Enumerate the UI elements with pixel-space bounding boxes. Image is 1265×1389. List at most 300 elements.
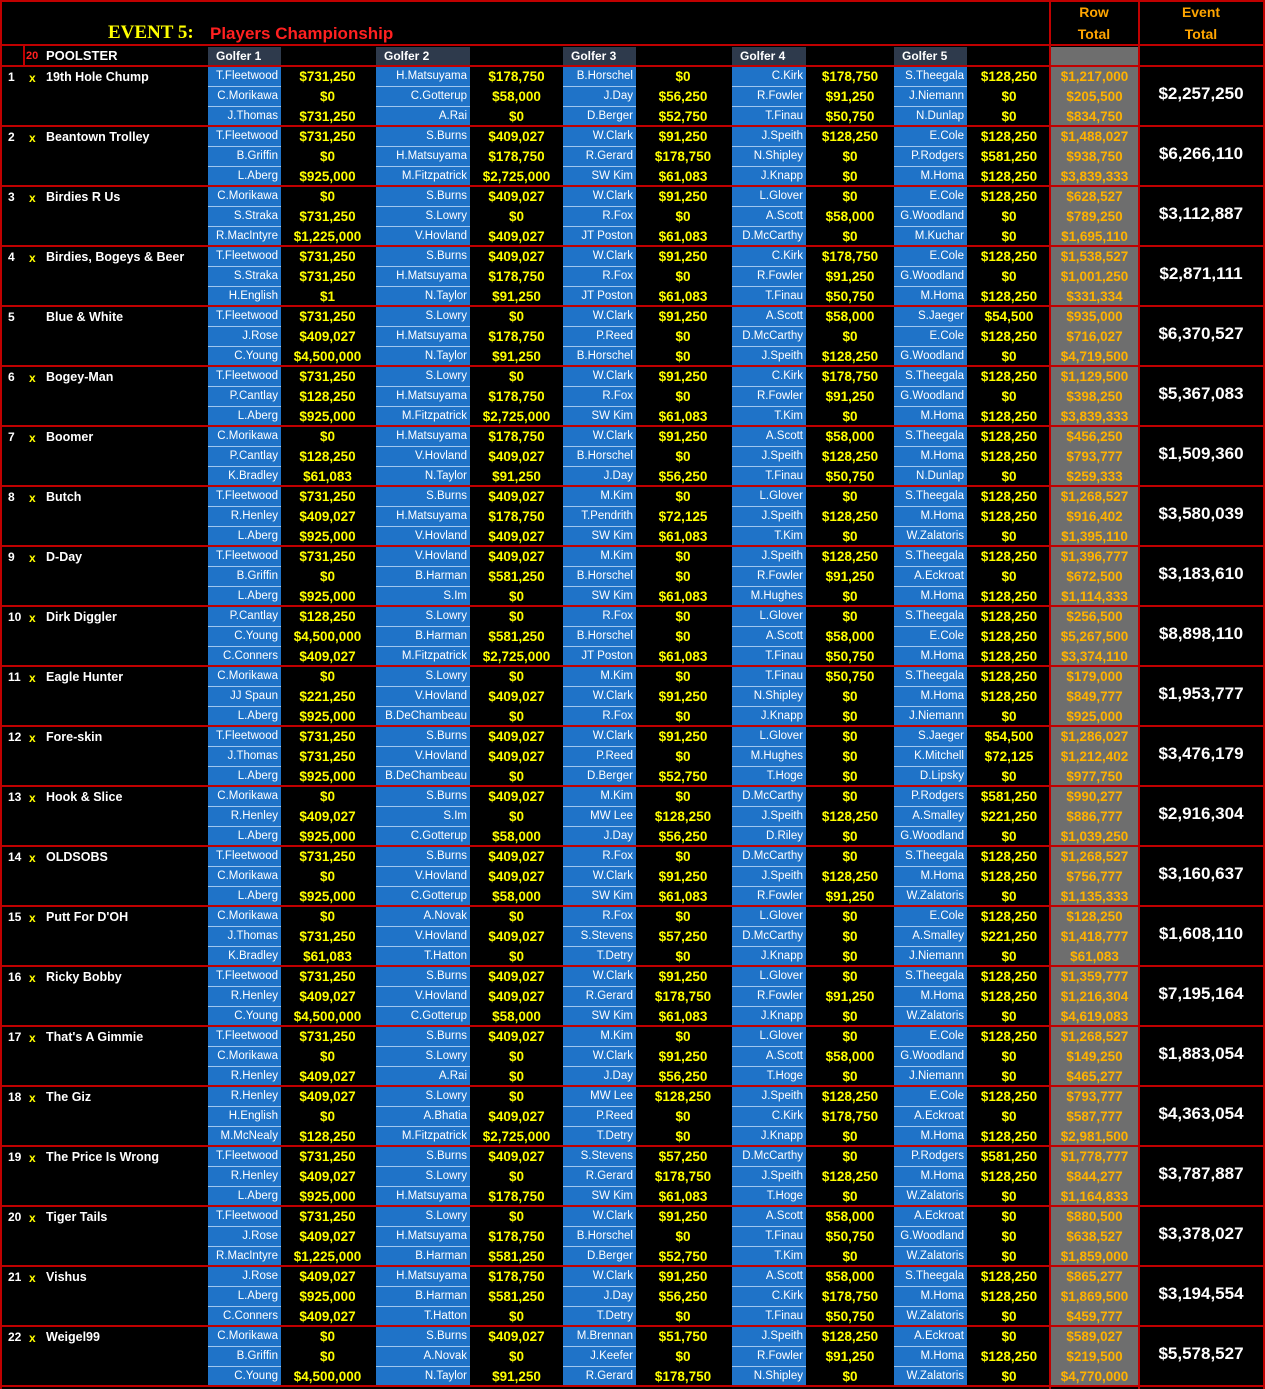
golfer-earnings: $0	[967, 1367, 1051, 1387]
golfer-name: J.Thomas	[208, 927, 281, 947]
golfer-earnings: $409,027	[281, 1067, 374, 1087]
golfer-earnings: $0	[470, 367, 563, 387]
golfer-name: P.Cantlay	[208, 387, 281, 407]
golfer-name: M.Hughes	[732, 587, 806, 607]
golfer-name: SW Kim	[563, 1187, 636, 1207]
golfer-earnings: $0	[967, 1207, 1051, 1227]
row-divider	[1, 845, 1264, 847]
row-divider	[1, 1385, 1264, 1387]
golfer-1-header-gap	[281, 47, 374, 66]
golfer-name: A.Scott	[732, 427, 806, 447]
golfer-earnings: $409,027	[470, 847, 563, 867]
golfer-name: K.Mitchell	[894, 747, 967, 767]
event-total: $3,183,610	[1158, 564, 1244, 583]
golfer-earnings: $0	[967, 387, 1051, 407]
golfer-name: J.Knapp	[732, 707, 806, 727]
golfer-earnings: $409,027	[281, 1167, 374, 1187]
golfer-name: L.Aberg	[208, 1287, 281, 1307]
golfer-name: N.Shipley	[732, 147, 806, 167]
row-total: $1,869,500	[1051, 1287, 1138, 1307]
golfer-name: R.Fowler	[732, 1347, 806, 1367]
golfer-earnings: $925,000	[281, 887, 374, 907]
golfer-earnings: $0	[470, 907, 563, 927]
golfer-name: R.Gerard	[563, 987, 636, 1007]
team-name: Dirk Diggler	[46, 610, 117, 624]
event-total: $1,883,054	[1158, 1044, 1244, 1063]
golfer-name: D.McCarthy	[732, 927, 806, 947]
golfer-earnings: $409,027	[470, 447, 563, 467]
golfer-earnings: $731,250	[281, 927, 374, 947]
row-divider	[1, 545, 1264, 547]
row-total: $1,268,527	[1051, 1027, 1138, 1047]
golfer-name: H.Matsuyama	[376, 507, 470, 527]
golfer-earnings: $0	[967, 947, 1051, 967]
golfer-name: T.Finau	[732, 647, 806, 667]
golfer-name: J.Speith	[732, 507, 806, 527]
row-total: $793,777	[1051, 1087, 1138, 1107]
team-rank: 8	[8, 490, 15, 504]
golfer-earnings: $178,750	[636, 1167, 730, 1187]
golfer-earnings: $54,500	[967, 307, 1051, 327]
golfer-name: C.Gotterup	[376, 827, 470, 847]
golfer-name: R.Fowler	[732, 987, 806, 1007]
golfer-earnings: $91,250	[806, 987, 894, 1007]
golfer-name: J.Speith	[732, 347, 806, 367]
golfer-earnings: $91,250	[806, 567, 894, 587]
event-total: $3,194,554	[1158, 1284, 1244, 1303]
team-name: Bogey-Man	[46, 370, 114, 384]
golfer-name: C.Kirk	[732, 67, 806, 87]
event-total: $5,367,083	[1158, 384, 1244, 403]
golfer-name: MW Lee	[563, 1087, 636, 1107]
golfer-earnings: $731,250	[281, 207, 374, 227]
golfer-earnings: $0	[806, 1067, 894, 1087]
golfer-name: T.Finau	[732, 1227, 806, 1247]
golfer-earnings: $731,250	[281, 747, 374, 767]
golfer-name: L.Glover	[732, 907, 806, 927]
row-total-header-line1: Row	[1079, 4, 1109, 20]
golfer-name: D.McCarthy	[732, 227, 806, 247]
row-total: $844,277	[1051, 1167, 1138, 1187]
golfer-earnings: $409,027	[470, 867, 563, 887]
row-divider	[1, 44, 1264, 46]
golfer-name: S.Jaeger	[894, 727, 967, 747]
team-rank: 17	[8, 1030, 22, 1044]
golfer-earnings: $925,000	[281, 1287, 374, 1307]
golfer-name: P.Cantlay	[208, 607, 281, 627]
golfer-name: JT Poston	[563, 287, 636, 307]
row-total: $2,981,500	[1051, 1127, 1138, 1147]
golfer-earnings: $0	[806, 1027, 894, 1047]
golfer-earnings: $409,027	[281, 327, 374, 347]
golfer-earnings: $581,250	[470, 567, 563, 587]
golfer-earnings: $925,000	[281, 827, 374, 847]
row-total: $935,000	[1051, 307, 1138, 327]
golfer-earnings: $128,250	[806, 507, 894, 527]
golfer-name: B.Harman	[376, 1287, 470, 1307]
golfer-name: N.Shipley	[732, 687, 806, 707]
golfer-earnings: $0	[636, 1027, 730, 1047]
golfer-earnings: $409,027	[281, 987, 374, 1007]
golfer-earnings: $128,250	[806, 1327, 894, 1347]
golfer-earnings: $128,250	[967, 1267, 1051, 1287]
golfer-earnings: $0	[636, 667, 730, 687]
golfer-earnings: $0	[806, 167, 894, 187]
golfer-earnings: $91,250	[806, 87, 894, 107]
golfer-name: G.Woodland	[894, 387, 967, 407]
golfer-name: H.Matsuyama	[376, 147, 470, 167]
golfer-name: N.Taylor	[376, 1367, 470, 1387]
golfer-name: M.Fitzpatrick	[376, 167, 470, 187]
team-name: Boomer	[46, 430, 94, 444]
team-rank: 15	[8, 910, 22, 924]
golfer-earnings: $58,000	[806, 307, 894, 327]
golfer-name: M.Kim	[563, 1027, 636, 1047]
golfer-name: J.Rose	[208, 327, 281, 347]
golfer-name: T.Finau	[732, 1307, 806, 1327]
golfer-earnings: $0	[967, 527, 1051, 547]
golfer-name: G.Woodland	[894, 1227, 967, 1247]
golfer-name: S.Burns	[376, 967, 470, 987]
golfer-name: M.Homa	[894, 407, 967, 427]
row-total: $880,500	[1051, 1207, 1138, 1227]
golfer-name: V.Hovland	[376, 927, 470, 947]
golfer-name: T.Kim	[732, 527, 806, 547]
row-divider	[1, 245, 1264, 247]
golfer-name: J.Speith	[732, 127, 806, 147]
golfer-earnings: $178,750	[806, 1287, 894, 1307]
team-status-mark: x	[29, 851, 36, 865]
golfer-name: R.Fowler	[732, 567, 806, 587]
row-total: $398,250	[1051, 387, 1138, 407]
golfer-earnings: $0	[967, 827, 1051, 847]
golfer-name: H.Matsuyama	[376, 387, 470, 407]
row-total: $1,039,250	[1051, 827, 1138, 847]
golfer-earnings: $0	[806, 327, 894, 347]
golfer-earnings: $0	[281, 1347, 374, 1367]
golfer-earnings: $128,250	[281, 607, 374, 627]
golfer-name: D.Berger	[563, 767, 636, 787]
golfer-earnings: $409,027	[281, 807, 374, 827]
team-rank: 1	[8, 70, 15, 84]
golfer-name: W.Clark	[563, 687, 636, 707]
golfer-name: J.Day	[563, 1287, 636, 1307]
golfer-earnings: $1	[281, 287, 374, 307]
golfer-name: L.Glover	[732, 607, 806, 627]
golfer-name: L.Aberg	[208, 587, 281, 607]
golfer-name: C.Kirk	[732, 1107, 806, 1127]
golfer-earnings: $409,027	[281, 1307, 374, 1327]
golfer-name: T.Fleetwood	[208, 307, 281, 327]
row-total: $1,216,304	[1051, 987, 1138, 1007]
row-total: $4,719,500	[1051, 347, 1138, 367]
row-total: $4,770,000	[1051, 1367, 1138, 1387]
golfer-earnings: $0	[636, 1347, 730, 1367]
golfer-earnings: $0	[806, 947, 894, 967]
row-divider	[1, 1265, 1264, 1267]
golfer-earnings: $91,250	[806, 887, 894, 907]
golfer-name: D.Lipsky	[894, 767, 967, 787]
golfer-earnings: $409,027	[470, 967, 563, 987]
golfer-name: R.MacIntyre	[208, 1247, 281, 1267]
golfer-name: B.Horschel	[563, 1227, 636, 1247]
golfer-earnings: $128,250	[967, 127, 1051, 147]
golfer-name: A.Scott	[732, 627, 806, 647]
row-divider	[1, 1325, 1264, 1327]
golfer-name: C.Young	[208, 1367, 281, 1387]
golfer-name: H.Matsuyama	[376, 327, 470, 347]
team-status-mark: x	[29, 1151, 36, 1165]
golfer-name: M.Homa	[894, 1287, 967, 1307]
golfer-name: B.DeChambeau	[376, 707, 470, 727]
golfer-name: R.Fowler	[732, 387, 806, 407]
golfer-name: L.Aberg	[208, 887, 281, 907]
golfer-earnings: $925,000	[281, 527, 374, 547]
golfer-name: L.Aberg	[208, 707, 281, 727]
golfer-earnings: $2,725,000	[470, 167, 563, 187]
golfer-name: T.Fleetwood	[208, 967, 281, 987]
golfer-earnings: $0	[636, 327, 730, 347]
golfer-name: SW Kim	[563, 587, 636, 607]
golfer-earnings: $0	[806, 527, 894, 547]
golfer-name: H.Matsuyama	[376, 267, 470, 287]
golfer-earnings: $925,000	[281, 407, 374, 427]
golfer-name: E.Cole	[894, 327, 967, 347]
golfer-name: H.English	[208, 287, 281, 307]
golfer-earnings: $0	[806, 607, 894, 627]
team-rank: 12	[8, 730, 22, 744]
row-divider	[1, 665, 1264, 667]
golfer-earnings: $731,250	[281, 107, 374, 127]
golfer-earnings: $128,250	[967, 1347, 1051, 1367]
golfer-earnings: $91,250	[636, 307, 730, 327]
golfer-name: S.Theegala	[894, 67, 967, 87]
row-divider	[1, 65, 1264, 67]
row-total: $5,267,500	[1051, 627, 1138, 647]
golfer-name: T.Detry	[563, 947, 636, 967]
golfer-earnings: $0	[636, 1127, 730, 1147]
golfer-earnings: $58,000	[806, 627, 894, 647]
row-total: $205,500	[1051, 87, 1138, 107]
golfer-earnings: $409,027	[470, 787, 563, 807]
team-rank: 22	[8, 1330, 22, 1344]
row-total: $1,778,777	[1051, 1147, 1138, 1167]
team-name: Butch	[46, 490, 82, 504]
poolster-count: 20	[26, 50, 39, 62]
golfer-name: S.Theegala	[894, 367, 967, 387]
golfer-name: P.Cantlay	[208, 447, 281, 467]
golfer-earnings: $91,250	[636, 727, 730, 747]
golfer-earnings: $731,250	[281, 247, 374, 267]
team-name: Birdies R Us	[46, 190, 121, 204]
golfer-name: S.Burns	[376, 247, 470, 267]
golfer-earnings: $58,000	[806, 207, 894, 227]
event-total: $3,476,179	[1158, 744, 1244, 763]
golfer-earnings: $178,750	[470, 147, 563, 167]
golfer-earnings: $128,250	[967, 287, 1051, 307]
column-divider	[1138, 0, 1140, 1389]
golfer-name: R.Gerard	[563, 1167, 636, 1187]
team-name: Blue & White	[46, 310, 124, 324]
golfer-earnings: $409,027	[470, 1147, 563, 1167]
golfer-name: A.Eckroat	[894, 1107, 967, 1127]
row-divider	[1, 485, 1264, 487]
row-total: $938,750	[1051, 147, 1138, 167]
golfer-name: T.Fleetwood	[208, 1207, 281, 1227]
golfer-earnings: $0	[806, 187, 894, 207]
team-name: Hook & Slice	[46, 790, 123, 804]
golfer-earnings: $178,750	[470, 267, 563, 287]
golfer-name: W.Clark	[563, 867, 636, 887]
golfer-earnings: $4,500,000	[281, 1367, 374, 1387]
golfer-name: JT Poston	[563, 647, 636, 667]
golfer-earnings: $50,750	[806, 1307, 894, 1327]
golfer-earnings: $178,750	[470, 1267, 563, 1287]
golfer-name: S.Lowry	[376, 607, 470, 627]
golfer-earnings: $178,750	[806, 67, 894, 87]
golfer-name: J.Thomas	[208, 747, 281, 767]
row-divider	[1, 1205, 1264, 1207]
golfer-earnings: $0	[967, 267, 1051, 287]
golfer-earnings: $56,250	[636, 827, 730, 847]
golfer-name: C.Kirk	[732, 247, 806, 267]
golfer-name: W.Zalatoris	[894, 527, 967, 547]
golfer-earnings: $2,725,000	[470, 647, 563, 667]
poolster-header: POOLSTER	[46, 48, 118, 63]
golfer-name: R.Fowler	[732, 87, 806, 107]
golfer-name: C.Morikawa	[208, 867, 281, 887]
golfer-earnings: $0	[806, 687, 894, 707]
golfer-name: E.Cole	[894, 187, 967, 207]
golfer-earnings: $91,250	[636, 687, 730, 707]
golfer-earnings: $178,750	[470, 507, 563, 527]
golfer-name: T.Finau	[732, 467, 806, 487]
golfer-earnings: $61,083	[636, 647, 730, 667]
golfer-earnings: $0	[806, 707, 894, 727]
row-total: $1,395,110	[1051, 527, 1138, 547]
row-total: $3,374,110	[1051, 647, 1138, 667]
golfer-earnings: $0	[967, 467, 1051, 487]
team-status-mark: x	[29, 491, 36, 505]
golfer-earnings: $0	[470, 1307, 563, 1327]
golfer-earnings: $925,000	[281, 167, 374, 187]
event-total: $1,509,360	[1158, 444, 1244, 463]
golfer-earnings: $0	[636, 907, 730, 927]
golfer-earnings: $0	[967, 1307, 1051, 1327]
golfer-earnings: $58,000	[806, 1267, 894, 1287]
team-status-mark: x	[29, 971, 36, 985]
golfer-earnings: $178,750	[636, 1367, 730, 1387]
golfer-earnings: $0	[967, 1107, 1051, 1127]
row-total-header-cell	[1051, 47, 1138, 66]
golfer-earnings: $0	[806, 587, 894, 607]
golfer-name: M.Kim	[563, 787, 636, 807]
golfer-name: K.Bradley	[208, 467, 281, 487]
golfer-name: M.Kim	[563, 487, 636, 507]
golfer-name: S.Burns	[376, 187, 470, 207]
team-name: Fore-skin	[46, 730, 103, 744]
team-name: 19th Hole Chump	[46, 70, 149, 84]
row-total: $128,250	[1051, 907, 1138, 927]
golfer-earnings: $0	[967, 707, 1051, 727]
event-total: $3,580,039	[1158, 504, 1244, 523]
golfer-name: S.Lowry	[376, 1207, 470, 1227]
golfer-earnings: $91,250	[636, 127, 730, 147]
golfer-earnings: $91,250	[636, 1267, 730, 1287]
golfer-name: T.Fleetwood	[208, 127, 281, 147]
golfer-name: C.Morikawa	[208, 1047, 281, 1067]
golfer-earnings: $409,027	[470, 487, 563, 507]
golfer-earnings: $0	[636, 1227, 730, 1247]
golfer-name: R.Fox	[563, 907, 636, 927]
golfer-name: M.Homa	[894, 867, 967, 887]
event-total: $5,578,527	[1158, 1344, 1244, 1363]
event-total: $2,871,111	[1159, 264, 1243, 283]
golfer-earnings: $0	[281, 87, 374, 107]
golfer-earnings: $128,250	[967, 1127, 1051, 1147]
golfer-name: M.Fitzpatrick	[376, 647, 470, 667]
golfer-name: T.Finau	[732, 287, 806, 307]
golfer-name: S.Straka	[208, 267, 281, 287]
golfer-earnings: $52,750	[636, 767, 730, 787]
golfer-name: G.Woodland	[894, 207, 967, 227]
golfer-earnings: $178,750	[470, 1187, 563, 1207]
golfer-name: B.Horschel	[563, 347, 636, 367]
golfer-name: G.Woodland	[894, 347, 967, 367]
golfer-name: M.Homa	[894, 587, 967, 607]
golfer-name: V.Hovland	[376, 447, 470, 467]
golfer-name: V.Hovland	[376, 747, 470, 767]
golfer-name: T.Kim	[732, 407, 806, 427]
golfer-name: T.Fleetwood	[208, 727, 281, 747]
golfer-earnings: $731,250	[281, 127, 374, 147]
golfer-name: T.Hatton	[376, 947, 470, 967]
golfer-earnings: $128,250	[281, 1127, 374, 1147]
golfer-name: N.Dunlap	[894, 467, 967, 487]
golfer-earnings: $0	[470, 587, 563, 607]
golfer-earnings: $61,083	[636, 527, 730, 547]
golfer-earnings: $128,250	[636, 1087, 730, 1107]
golfer-name: S.Jaeger	[894, 307, 967, 327]
golfer-name: D.McCarthy	[732, 327, 806, 347]
golfer-earnings: $0	[806, 767, 894, 787]
row-total: $259,333	[1051, 467, 1138, 487]
golfer-name: W.Zalatoris	[894, 887, 967, 907]
golfer-earnings: $409,027	[470, 927, 563, 947]
golfer-name: P.Reed	[563, 327, 636, 347]
golfer-earnings: $0	[806, 847, 894, 867]
golfer-earnings: $91,250	[470, 1367, 563, 1387]
golfer-earnings: $0	[967, 1327, 1051, 1347]
golfer-name: H.Matsuyama	[376, 1267, 470, 1287]
golfer-5-header: Golfer 5	[894, 47, 967, 66]
golfer-name: W.Zalatoris	[894, 1007, 967, 1027]
event-total: $8,898,110	[1158, 624, 1244, 643]
golfer-earnings: $731,250	[281, 487, 374, 507]
golfer-earnings: $128,250	[967, 1167, 1051, 1187]
golfer-earnings: $128,250	[967, 967, 1051, 987]
golfer-earnings: $128,250	[281, 387, 374, 407]
row-total: $1,418,777	[1051, 927, 1138, 947]
golfer-name: SW Kim	[563, 407, 636, 427]
golfer-name: SW Kim	[563, 527, 636, 547]
golfer-name: S.Burns	[376, 787, 470, 807]
golfer-earnings: $128,250	[806, 867, 894, 887]
row-total: $977,750	[1051, 767, 1138, 787]
golfer-earnings: $0	[281, 867, 374, 887]
golfer-earnings: $0	[806, 227, 894, 247]
golfer-name: S.Burns	[376, 727, 470, 747]
